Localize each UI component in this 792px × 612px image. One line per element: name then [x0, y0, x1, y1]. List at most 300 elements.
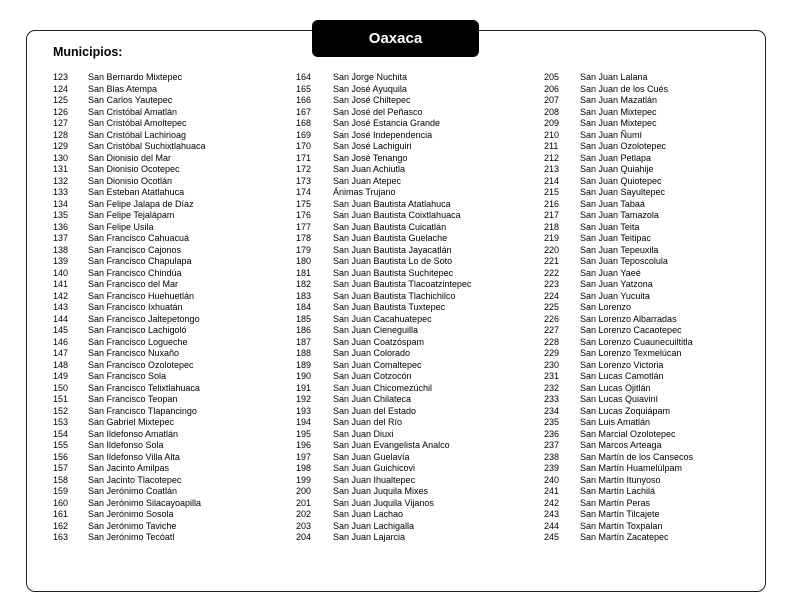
- list-item: [544, 141, 693, 153]
- municipio-number: 196: [296, 440, 312, 450]
- municipio-number: 205: [544, 72, 560, 82]
- list-item: [53, 256, 206, 268]
- municipio-name: San José Independencia: [333, 129, 433, 140]
- list-item: [544, 176, 693, 188]
- list-item: [296, 130, 471, 142]
- municipio-number: 174: [296, 187, 312, 197]
- municipio-name: San Martín de los Cansecos: [580, 451, 694, 462]
- municipio-name: San Jerónimo Sosola: [88, 509, 174, 519]
- list-item: [53, 440, 206, 452]
- list-item: [296, 176, 471, 188]
- municipio-name: San Francisco Cajonos: [88, 244, 182, 255]
- municipio-name: San Bernardo Mixtepec: [88, 72, 183, 82]
- municipio-name: San Ildefonso Sola: [88, 440, 164, 450]
- municipio-number: 142: [53, 290, 69, 301]
- municipio-number: 210: [544, 129, 560, 140]
- municipio-number: 169: [296, 129, 312, 140]
- list-item: [544, 302, 693, 314]
- municipio-number: 222: [544, 267, 560, 278]
- list-item: [544, 164, 693, 176]
- municipio-name: San Martín Huamelúlpam: [580, 463, 683, 473]
- municipio-name: San Juan Ñumí: [580, 129, 643, 140]
- municipio-number: 207: [544, 95, 560, 105]
- municipio-name: San Juan Teita: [580, 221, 640, 232]
- list-item: [296, 337, 471, 349]
- municipio-number: 193: [296, 405, 312, 416]
- municipio-name: San Ildefonso Amatlán: [88, 428, 179, 439]
- list-item: [53, 463, 206, 475]
- municipio-name: San José Chiltepec: [333, 95, 411, 105]
- municipio-number: 179: [296, 244, 312, 255]
- municipio-number: 158: [53, 474, 69, 485]
- list-item: [544, 130, 693, 142]
- municipio-number: 243: [544, 509, 560, 519]
- municipio-number: 197: [296, 451, 312, 462]
- municipio-number: 201: [296, 497, 312, 508]
- municipio-name: San Juan Coatzóspam: [333, 336, 425, 347]
- municipio-name: San Juan Yaeé: [580, 267, 641, 278]
- list-item: [544, 521, 693, 533]
- list-item: [296, 406, 471, 418]
- municipio-name: San Ildefonso Villa Alta: [88, 451, 180, 462]
- municipio-name: San Cristóbal Suchixtlahuaca: [88, 141, 206, 151]
- list-item: [544, 371, 693, 383]
- list-item: [296, 532, 471, 544]
- municipio-name: San Martín Tilcajete: [580, 509, 660, 519]
- municipio-number: 157: [53, 463, 69, 473]
- municipio-number: 189: [296, 359, 312, 370]
- municipio-number: 228: [544, 336, 560, 347]
- list-item: [544, 452, 693, 464]
- municipio-number: 213: [544, 164, 560, 174]
- list-item: [544, 325, 693, 337]
- municipio-name: San Felipe Jalapa de Díaz: [88, 198, 194, 209]
- municipio-name: San Juan Bautista Guelache: [333, 233, 448, 243]
- list-item: [296, 394, 471, 406]
- municipio-number: 244: [544, 520, 560, 531]
- municipio-name: San Lorenzo: [580, 302, 632, 312]
- municipio-name: San Juan Lalana: [580, 72, 648, 82]
- municipio-number: 147: [53, 348, 69, 358]
- municipio-name: San Juan Sayultepec: [580, 187, 666, 197]
- municipio-name: San Francisco Cahuacuá: [88, 233, 190, 243]
- list-item: [53, 245, 206, 257]
- list-item: [53, 199, 206, 211]
- municipio-number: 245: [544, 532, 560, 542]
- municipio-number: 200: [296, 486, 312, 496]
- list-item: [544, 199, 693, 211]
- municipio-number: 211: [544, 141, 559, 151]
- municipio-name: San Lorenzo Cacaotepec: [580, 325, 682, 335]
- municipio-name: San Francisco Sola: [88, 371, 167, 381]
- municipio-name: San Martín Lachilá: [580, 486, 656, 496]
- municipio-name: San Cristóbal Amatlán: [88, 106, 178, 117]
- municipio-number: 191: [296, 382, 312, 393]
- list-item: [296, 302, 471, 314]
- municipio-name: San Jerónimo Coatlán: [88, 486, 178, 496]
- municipio-number: 188: [296, 348, 312, 358]
- municipio-number: 160: [53, 497, 69, 508]
- municipio-name: San Jacinto Tlacotepec: [88, 474, 182, 485]
- list-item: [296, 509, 471, 521]
- municipio-number: 134: [53, 198, 69, 209]
- municipio-number: 165: [296, 83, 312, 94]
- municipio-number: 203: [296, 520, 312, 531]
- list-item: [544, 279, 693, 291]
- municipio-name: San Juan Colorado: [333, 348, 411, 358]
- municipio-number: 181: [296, 267, 312, 278]
- list-item: [544, 84, 693, 96]
- municipio-name: San Juan Yatzona: [580, 279, 653, 289]
- municipio-number: 137: [53, 233, 69, 243]
- municipios-column-3: [544, 72, 693, 544]
- municipio-number: 170: [296, 141, 312, 151]
- municipio-name: San Juan Tamazola: [580, 210, 659, 220]
- list-item: [53, 222, 206, 234]
- municipio-number: 233: [544, 394, 560, 404]
- municipio-number: 128: [53, 129, 69, 140]
- municipio-number: 126: [53, 106, 69, 117]
- list-item: [296, 256, 471, 268]
- municipio-name: San Carlos Yautepec: [88, 95, 173, 105]
- list-item: [296, 314, 471, 326]
- municipio-name: San Esteban Atatlahuca: [88, 187, 185, 197]
- list-item: [53, 279, 206, 291]
- list-item: [53, 302, 206, 314]
- municipio-number: 237: [544, 440, 560, 450]
- municipio-name: San Juan Mixtepec: [580, 118, 657, 128]
- list-item: [53, 153, 206, 165]
- municipio-number: 130: [53, 152, 69, 163]
- municipio-name: San Felipe Usila: [88, 221, 154, 232]
- list-item: [296, 486, 471, 498]
- list-item: [296, 222, 471, 234]
- list-item: [296, 118, 471, 130]
- list-item: [544, 509, 693, 521]
- municipio-name: San Dionisio Ocotepec: [88, 164, 180, 174]
- municipio-number: 240: [544, 474, 560, 485]
- municipio-number: 198: [296, 463, 312, 473]
- municipio-name: San Juan Bautista Suchitepec: [333, 267, 454, 278]
- municipio-number: 161: [53, 509, 69, 519]
- municipio-number: 185: [296, 313, 312, 324]
- list-item: [296, 199, 471, 211]
- municipio-name: San Juan Bautista Lo de Soto: [333, 256, 453, 266]
- list-item: [544, 406, 693, 418]
- municipio-name: San Francisco Ozolotepec: [88, 359, 194, 370]
- municipio-number: 154: [53, 428, 69, 439]
- municipio-number: 146: [53, 336, 69, 347]
- list-item: [296, 72, 471, 84]
- list-item: [53, 452, 206, 464]
- list-item: [296, 279, 471, 291]
- list-item: [296, 210, 471, 222]
- municipio-number: 177: [296, 221, 312, 232]
- list-item: [296, 233, 471, 245]
- municipio-number: 192: [296, 394, 312, 404]
- municipio-number: 215: [544, 187, 560, 197]
- municipio-name: San Lorenzo Victoria: [580, 359, 664, 370]
- list-item: [53, 291, 206, 303]
- list-item: [53, 325, 206, 337]
- municipio-number: 132: [53, 175, 69, 186]
- municipio-number: 164: [296, 72, 312, 82]
- municipio-name: San Francisco Nuxaño: [88, 348, 180, 358]
- municipio-name: San Juan Bautista Cuicatlán: [333, 221, 447, 232]
- municipio-name: San Juan Evangelista Analco: [333, 440, 450, 450]
- list-item: [544, 245, 693, 257]
- municipio-number: 144: [53, 313, 69, 324]
- list-item: [53, 429, 206, 441]
- municipio-name: San Lorenzo Albarradas: [580, 313, 677, 324]
- list-item: [544, 348, 693, 360]
- municipio-number: 186: [296, 325, 312, 335]
- municipio-name: San Juan Ozolotepec: [580, 141, 667, 151]
- list-item: [296, 440, 471, 452]
- list-item: [53, 509, 206, 521]
- list-item: [544, 210, 693, 222]
- list-item: [544, 72, 693, 84]
- municipio-number: 143: [53, 302, 69, 312]
- municipio-number: 168: [296, 118, 312, 128]
- list-item: [544, 532, 693, 544]
- municipio-name: San Juan Comaltepec: [333, 359, 422, 370]
- list-item: [544, 463, 693, 475]
- list-item: [296, 521, 471, 533]
- list-item: [53, 371, 206, 383]
- municipio-name: San Lucas Quiaviní: [580, 394, 659, 404]
- municipio-number: 152: [53, 405, 69, 416]
- list-item: [296, 187, 471, 199]
- municipio-name: San Juan Bautista Tlacoatzintepec: [333, 279, 472, 289]
- municipio-number: 167: [296, 106, 312, 117]
- municipio-number: 125: [53, 95, 69, 105]
- municipio-name: San Dionisio Ocotlán: [88, 175, 173, 186]
- municipio-name: San Juan Atepec: [333, 175, 402, 186]
- municipio-name: San Martín Toxpalan: [580, 520, 663, 531]
- municipio-name: San Juan Bautista Coixtlahuaca: [333, 210, 461, 220]
- municipio-number: 180: [296, 256, 312, 266]
- municipio-number: 209: [544, 118, 560, 128]
- municipio-number: 238: [544, 451, 560, 462]
- municipio-name: San Marcos Arteaga: [580, 440, 662, 450]
- municipio-number: 155: [53, 440, 69, 450]
- municipio-name: San José Estancia Grande: [333, 118, 441, 128]
- municipio-name: San Francisco del Mar: [88, 279, 179, 289]
- municipio-name: San Juan Tepeuxila: [580, 244, 659, 255]
- municipio-number: 232: [544, 382, 560, 393]
- municipio-name: San Francisco Chindúa: [88, 267, 182, 278]
- list-item: [296, 429, 471, 441]
- section-label: Municipios:: [53, 45, 123, 59]
- municipio-number: 236: [544, 428, 560, 439]
- list-item: [53, 337, 206, 349]
- list-item: [53, 233, 206, 245]
- municipio-name: San Lucas Ojitlán: [580, 382, 651, 393]
- municipio-name: San Gabriel Mixtepec: [88, 417, 175, 427]
- municipio-number: 176: [296, 210, 312, 220]
- list-item: [544, 337, 693, 349]
- municipio-name: San Juan de los Cués: [580, 83, 669, 94]
- municipio-number: 242: [544, 497, 560, 508]
- municipio-name: San Juan Chicomezúchil: [333, 382, 433, 393]
- municipio-name: San Juan Lachao: [333, 509, 404, 519]
- municipio-number: 159: [53, 486, 69, 496]
- municipio-number: 127: [53, 118, 69, 128]
- list-item: [296, 475, 471, 487]
- municipio-number: 226: [544, 313, 560, 324]
- municipio-number: 217: [544, 210, 560, 220]
- list-item: [544, 153, 693, 165]
- municipio-name: San Juan Petlapa: [580, 152, 652, 163]
- municipio-name: San Francisco Lachigoló: [88, 325, 187, 335]
- municipio-name: San Juan Tabaá: [580, 198, 645, 209]
- municipio-name: San Juan Achiutla: [333, 164, 406, 174]
- municipio-name: San José del Peñasco: [333, 106, 423, 117]
- list-item: [53, 417, 206, 429]
- municipio-number: 199: [296, 474, 312, 485]
- municipio-name: San Jacinto Amilpas: [88, 463, 170, 473]
- list-item: [544, 440, 693, 452]
- municipio-number: 172: [296, 164, 312, 174]
- municipio-number: 124: [53, 83, 69, 94]
- municipio-number: 231: [544, 371, 560, 381]
- list-item: [544, 233, 693, 245]
- list-item: [53, 210, 206, 222]
- list-item: [53, 84, 206, 96]
- municipio-number: 151: [53, 394, 69, 404]
- municipio-name: San Juan Cotzocón: [333, 371, 412, 381]
- municipio-name: San Juan Guichicovi: [333, 463, 416, 473]
- municipio-number: 150: [53, 382, 69, 393]
- list-item: [53, 176, 206, 188]
- municipio-number: 183: [296, 290, 312, 301]
- municipio-name: San Jerónimo Taviche: [88, 520, 177, 531]
- municipio-number: 218: [544, 221, 560, 232]
- municipio-number: 136: [53, 221, 69, 232]
- list-item: [296, 417, 471, 429]
- municipio-number: 166: [296, 95, 312, 105]
- list-item: [53, 130, 206, 142]
- municipio-name: San Juan Bautista Tuxtepec: [333, 302, 446, 312]
- list-item: [296, 360, 471, 372]
- list-item: [296, 164, 471, 176]
- municipio-number: 229: [544, 348, 560, 358]
- municipio-name: San Juan Juquila Vijanos: [333, 497, 434, 508]
- municipio-name: San Juan Cieneguilla: [333, 325, 419, 335]
- municipio-name: San Juan Diuxi: [333, 428, 394, 439]
- municipio-name: San Martín Peras: [580, 497, 651, 508]
- list-item: [53, 394, 206, 406]
- municipio-name: San Dionisio del Mar: [88, 152, 172, 163]
- list-item: [296, 348, 471, 360]
- list-item: [544, 360, 693, 372]
- municipio-number: 123: [53, 72, 69, 82]
- municipio-number: 214: [544, 175, 560, 186]
- municipio-number: 195: [296, 428, 312, 439]
- municipio-number: 206: [544, 83, 560, 94]
- municipio-name: San Jorge Nuchita: [333, 72, 408, 82]
- municipio-name: San Juan Bautista Atatlahuca: [333, 198, 451, 209]
- municipio-number: 223: [544, 279, 560, 289]
- municipio-name: San Juan Bautista Jayacatlán: [333, 244, 452, 255]
- municipio-name: San Juan Juquila Mixes: [333, 486, 429, 496]
- municipio-number: 234: [544, 405, 560, 416]
- list-item: [53, 268, 206, 280]
- municipios-column-2: [296, 72, 471, 544]
- list-item: [544, 95, 693, 107]
- municipio-number: 129: [53, 141, 69, 151]
- list-item: [296, 141, 471, 153]
- municipio-name: San Juan del Estado: [333, 405, 417, 416]
- municipio-number: 153: [53, 417, 69, 427]
- municipio-number: 173: [296, 175, 312, 186]
- municipio-number: 145: [53, 325, 69, 335]
- list-item: [53, 532, 206, 544]
- municipio-number: 194: [296, 417, 312, 427]
- municipio-number: 163: [53, 532, 69, 542]
- municipio-number: 184: [296, 302, 312, 312]
- list-item: [53, 314, 206, 326]
- page-title: Oaxaca: [312, 20, 479, 57]
- municipio-number: 138: [53, 244, 69, 255]
- municipio-number: 139: [53, 256, 69, 266]
- list-item: [53, 486, 206, 498]
- municipio-name: San Francisco Chapulapa: [88, 256, 192, 266]
- list-item: [544, 314, 693, 326]
- municipio-name: San Cristóbal Amoltepec: [88, 118, 187, 128]
- municipio-name: San Juan Teitipac: [580, 233, 651, 243]
- municipios-column-1: [53, 72, 206, 544]
- municipio-number: 212: [544, 152, 560, 163]
- municipio-name: San Juan Mixtepec: [580, 106, 657, 117]
- municipio-name: San Martín Itunyoso: [580, 474, 661, 485]
- list-item: [544, 475, 693, 487]
- municipio-name: San Marcial Ozolotepec: [580, 428, 676, 439]
- municipio-number: 131: [53, 164, 69, 174]
- municipio-name: San José Tenango: [333, 152, 408, 163]
- municipio-number: 204: [296, 532, 312, 542]
- municipio-name: San Lucas Zoquiápam: [580, 405, 671, 416]
- list-item: [296, 84, 471, 96]
- municipio-number: 148: [53, 359, 69, 370]
- list-item: [544, 498, 693, 510]
- municipio-number: 178: [296, 233, 312, 243]
- municipio-name: San Lorenzo Cuaunecuiltitla: [580, 336, 693, 347]
- list-item: [53, 164, 206, 176]
- municipio-name: San Juan Yucuita: [580, 290, 650, 301]
- municipio-name: San Lorenzo Texmelúcan: [580, 348, 682, 358]
- municipio-number: 162: [53, 520, 69, 531]
- list-item: [544, 291, 693, 303]
- municipio-name: San José Ayuquila: [333, 83, 407, 94]
- municipio-name: San Juan Lachigalla: [333, 520, 415, 531]
- list-item: [544, 107, 693, 119]
- municipio-name: San Juan Quiahije: [580, 164, 654, 174]
- municipio-name: San Juan Teposcolula: [580, 256, 668, 266]
- list-item: [544, 429, 693, 441]
- municipio-name: San Juan Lajarcia: [333, 532, 406, 542]
- municipio-number: 208: [544, 106, 560, 117]
- list-item: [544, 268, 693, 280]
- list-item: [296, 383, 471, 395]
- list-item: [544, 256, 693, 268]
- municipio-name: San Cristóbal Lachirioag: [88, 129, 187, 140]
- list-item: [544, 394, 693, 406]
- list-item: [296, 107, 471, 119]
- municipio-name: San Juan Cacahuatepec: [333, 313, 432, 324]
- list-item: [296, 245, 471, 257]
